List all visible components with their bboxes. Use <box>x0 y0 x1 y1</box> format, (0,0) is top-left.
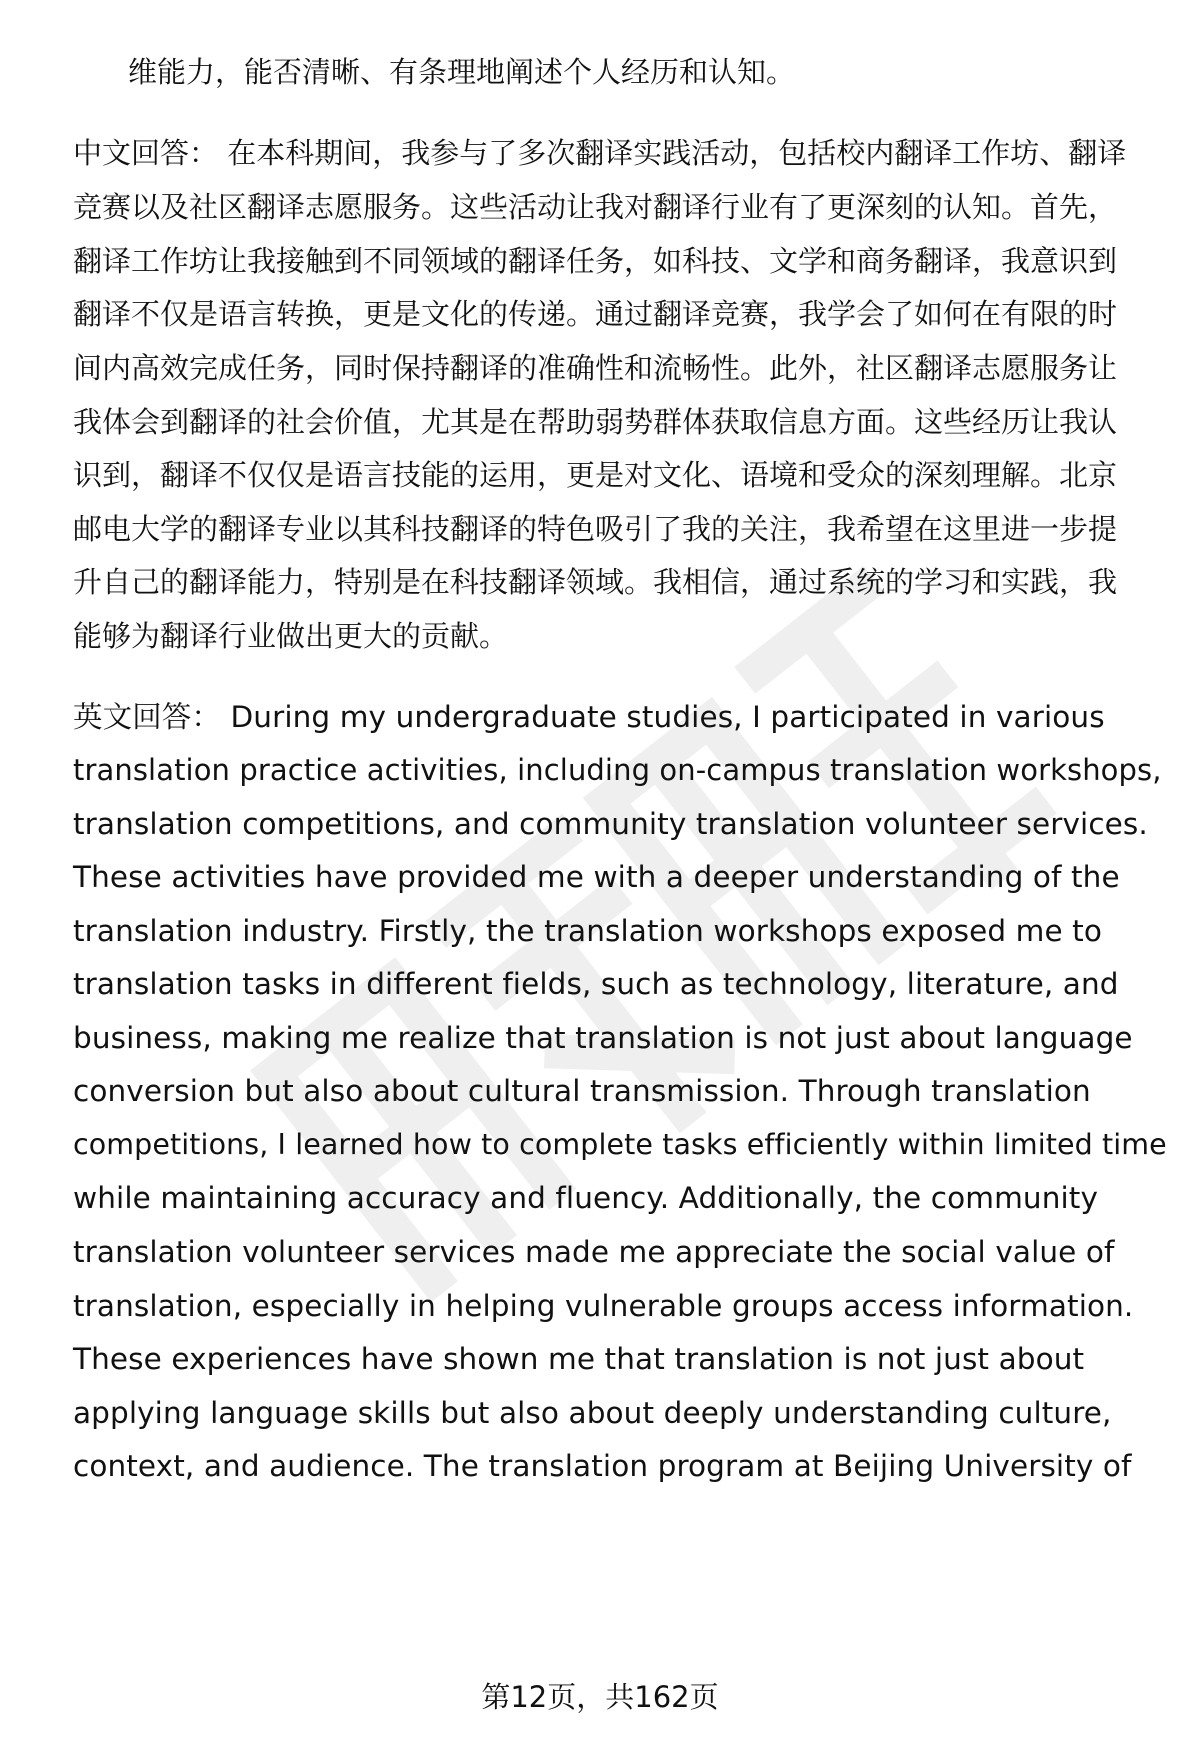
paragraph-line: 翻译工作坊让我接触到不同领域的翻译任务，如科技、文学和商务翻译，我意识到 <box>73 244 1118 278</box>
paragraph-line: translation industry. Firstly, the translation workshops exposed me to <box>73 914 1102 948</box>
paragraph-line: applying language skills but also about deeply understanding culture, <box>73 1396 1112 1430</box>
paragraph-line: while maintaining accuracy and fluency. Additionally, the community <box>73 1181 1099 1215</box>
paragraph-line: conversion but also about cultural transmission. Through translation <box>73 1074 1091 1108</box>
paragraph-line: translation competitions, and community translation volunteer services. <box>73 807 1148 841</box>
paragraph-line: 英文回答： During my undergraduate studies, I participated in various <box>73 700 1105 734</box>
paragraph-line: competitions, I learned how to complete tasks efficiently within limited time <box>73 1128 1167 1161</box>
paragraph-line: translation, especially in helping vulnerable groups access information. <box>73 1289 1134 1323</box>
paragraph-line: 识到，翻译不仅仅是语言技能的运用，更是对文化、语境和受众的深刻理解。北京 <box>73 458 1118 492</box>
paragraph-line: 能够为翻译行业做出更大的贡献。 <box>73 619 509 653</box>
page-number-footer: 第12页，共162页 <box>481 1680 719 1714</box>
paragraph-line: translation volunteer services made me appreciate the social value of <box>73 1235 1115 1269</box>
paragraph-line: These experiences have shown me that translation is not just about <box>73 1342 1085 1376</box>
paragraph-line: 竞赛以及社区翻译志愿服务。这些活动让我对翻译行业有了更深刻的认知。首先， <box>73 190 1118 224</box>
paragraph-line: business, making me realize that translation is not just about language <box>73 1021 1133 1055</box>
paragraph-line: 邮电大学的翻译专业以其科技翻译的特色吸引了我的关注，我希望在这里进一步提 <box>73 512 1118 546</box>
paragraph-line: translation practice activities, including on-campus translation workshops, <box>73 753 1162 787</box>
paragraph-line: 升自己的翻译能力，特别是在科技翻译领域。我相信，通过系统的学习和实践，我 <box>73 565 1118 599</box>
paragraph-line: These activities have provided me with a deeper understanding of the <box>73 860 1120 894</box>
paragraph-line: 我体会到翻译的社会价值，尤其是在帮助弱势群体获取信息方面。这些经历让我认 <box>73 405 1118 439</box>
paragraph-line: context, and audience. The translation program at Beijing University of <box>73 1449 1132 1483</box>
paragraph-line: translation tasks in different fields, such as technology, literature, and <box>73 967 1119 1001</box>
paragraph-line: 翻译不仅是语言转换，更是文化的传递。通过翻译竞赛，我学会了如何在有限的时 <box>73 297 1118 331</box>
paragraph-line: 中文回答： 在本科期间，我参与了多次翻译实践活动，包括校内翻译工作坊、翻译 <box>73 136 1127 170</box>
paragraph-line: 维能力，能否清晰、有条理地阐述个人经历和认知。 <box>128 55 796 89</box>
paragraph-line: 间内高效完成任务，同时保持翻译的准确性和流畅性。此外，社区翻译志愿服务让 <box>73 351 1118 385</box>
